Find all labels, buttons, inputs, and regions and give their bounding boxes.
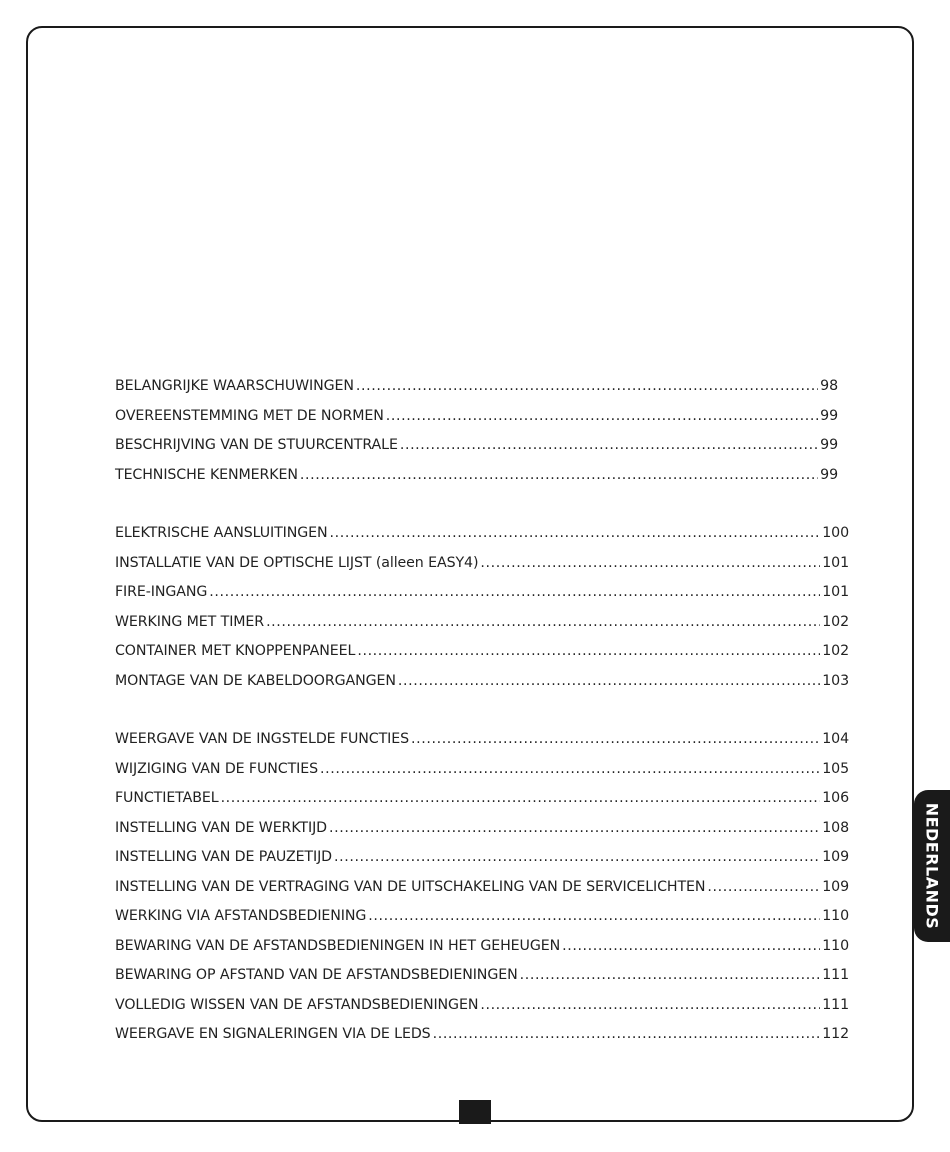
toc-entry-title: OVEREENSTEMMING MET DE NORMEN [115,407,384,424]
dot-leader [433,1020,821,1050]
toc-entry-page: 103 [822,672,849,689]
toc-entry[interactable] [115,755,849,785]
toc-entry[interactable] [115,932,849,962]
dot-leader [398,667,820,697]
toc-group-2 [115,519,849,696]
dot-leader [320,755,820,785]
dot-leader [368,902,820,932]
toc-entry-title: VOLLEDIG WISSEN VAN DE AFSTANDSBEDIENINGEN [115,996,479,1013]
dot-leader [334,843,820,873]
toc-entry-page: 109 [822,878,849,895]
toc-entry-title: BESCHRIJVING VAN DE STUURCENTRALE [115,437,398,453]
dot-leader [480,991,820,1021]
toc-entry-page: 109 [822,849,849,865]
toc-entry-title: CONTAINER MET KNOPPENPANEEL [115,643,356,659]
toc-entry-title: BEWARING OP AFSTAND VAN DE AFSTANDSBEDIENINGEN [115,967,518,983]
dot-leader [562,932,820,962]
toc-entry-page: 112 [822,1026,849,1042]
toc-entry[interactable] [115,431,838,461]
toc-entry-page: 102 [822,613,849,630]
toc-entry[interactable] [115,549,849,579]
dot-leader [707,873,820,903]
page-number-marker [459,1100,491,1124]
toc-entry[interactable] [115,372,838,402]
dot-leader [386,402,818,432]
dot-leader [357,637,820,667]
language-tab[interactable] [914,790,950,942]
toc-entry-page: 110 [822,908,849,924]
toc-entry-title: ELEKTRISCHE AANSLUITINGEN [115,525,328,541]
toc-entry-title: MONTAGE VAN DE KABELDOORGANGEN [115,672,396,689]
dot-leader [209,578,820,608]
toc-entry[interactable] [115,843,849,873]
toc-entry[interactable] [115,991,849,1021]
toc-entry-page: 104 [822,731,849,747]
toc-group-3 [115,725,849,1050]
toc-entry[interactable] [115,1020,849,1050]
toc-entry[interactable] [115,902,849,932]
toc-entry-page: 102 [822,643,849,659]
toc-entry-page: 101 [822,554,849,571]
toc-entry[interactable] [115,814,849,844]
toc-entry-title: TECHNISCHE KENMERKEN [115,466,298,483]
toc-entry-title: WIJZIGING VAN DE FUNCTIES [115,760,319,777]
dot-leader [221,784,821,814]
toc-entry[interactable] [115,519,849,549]
dot-leader [356,372,818,402]
toc-entry-title: INSTALLATIE VAN DE OPTISCHE LIJST (alleen EASY4) [115,554,479,571]
toc-entry[interactable] [115,578,849,608]
toc-entry-page: 98 [820,378,838,394]
toc-entry-title: WERKING MET TIMER [115,613,265,630]
toc-entry[interactable] [115,461,838,491]
toc-entry-title: INSTELLING VAN DE PAUZETIJD [115,849,332,865]
toc-entry-title: BEWARING VAN DE AFSTANDSBEDIENINGEN IN HET GEHEUGEN [115,937,561,954]
toc-entry[interactable] [115,725,849,755]
language-tab-label: NEDERLANDS [922,802,942,930]
toc-entry-page: 99 [820,407,838,424]
dot-leader [411,725,820,755]
toc-entry[interactable] [115,637,849,667]
dot-leader [330,519,821,549]
toc-entry-title: WEERGAVE VAN DE INGSTELDE FUNCTIES [115,731,410,747]
table-of-contents [115,372,849,1050]
toc-entry-page: 99 [820,437,838,453]
toc-entry-title: INSTELLING VAN DE WERKTIJD [115,819,327,836]
dot-leader [266,608,820,638]
dot-leader [329,814,820,844]
toc-entry-title: FUNCTIETABEL [115,790,219,806]
toc-group-1 [115,372,838,490]
dot-leader [520,961,821,991]
toc-entry-title: BELANGRIJKE WAARSCHUWINGEN [115,378,354,394]
toc-entry-page: 108 [822,819,849,836]
toc-entry-page: 106 [822,790,849,806]
toc-entry[interactable] [115,608,849,638]
toc-entry-page: 100 [822,525,849,541]
toc-entry-title: WERKING VIA AFSTANDSBEDIENING [115,908,367,924]
toc-entry[interactable] [115,873,849,903]
toc-entry-page: 111 [822,996,849,1013]
toc-entry[interactable] [115,667,849,697]
toc-entry-title: INSTELLING VAN DE VERTRAGING VAN DE UITSCHAKELING VAN DE SERVICELICHTEN [115,878,706,895]
dot-leader [400,431,818,461]
toc-entry-page: 111 [822,967,849,983]
toc-entry-page: 110 [822,937,849,954]
dot-leader [300,461,818,491]
toc-entry-title: FIRE-INGANG [115,584,208,600]
toc-entry[interactable] [115,402,838,432]
dot-leader [480,549,820,579]
toc-entry-page: 101 [822,584,849,600]
toc-entry-title: WEERGAVE EN SIGNALERINGEN VIA DE LEDS [115,1026,431,1042]
toc-entry-page: 105 [822,760,849,777]
toc-entry-page: 99 [820,466,838,483]
toc-entry[interactable] [115,784,849,814]
toc-entry[interactable] [115,961,849,991]
